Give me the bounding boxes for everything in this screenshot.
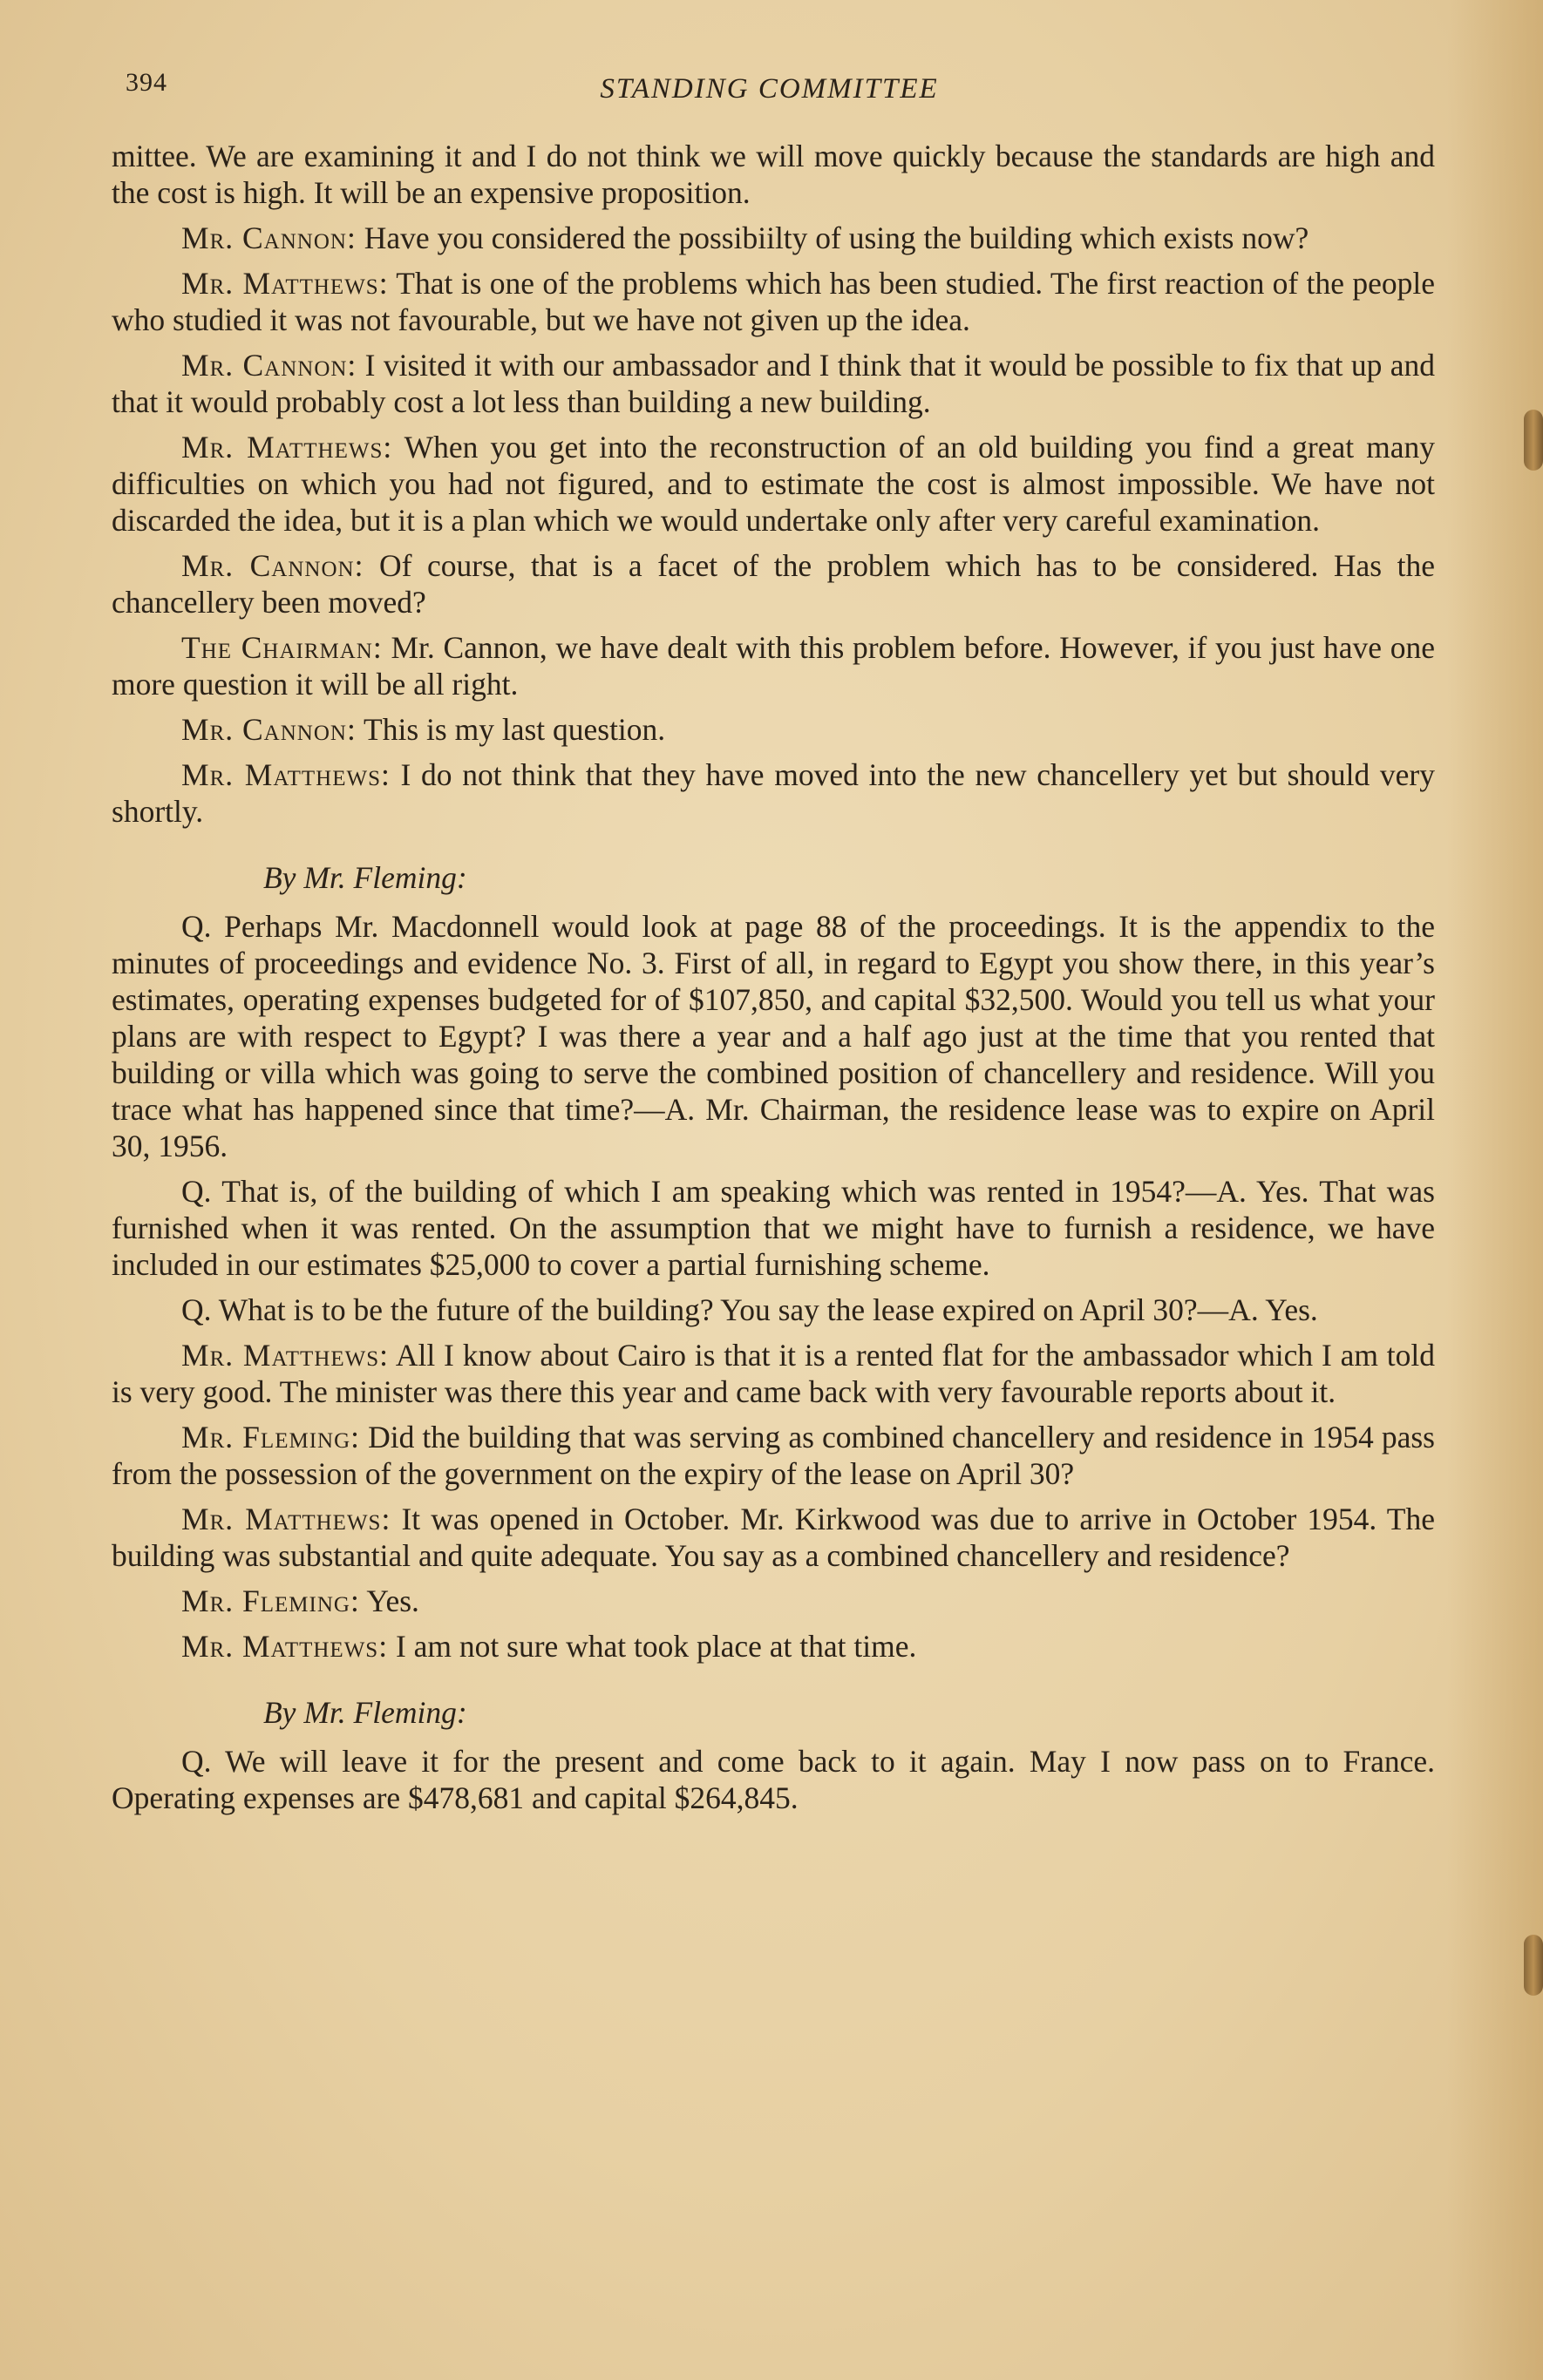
paragraph-text: I am not sure what took place at that time. — [388, 1629, 917, 1664]
speaker-name: Mr. Matthews: — [181, 1502, 391, 1536]
paragraph-text: Did the building that was serving as combined chancellery and residence in 1954 pass from the possession of the government on the expiry of the lease on April 30? — [112, 1420, 1435, 1491]
paragraph — [112, 138, 1435, 211]
paragraph-text: I visited it with our ambassador and I think that it would be possible to fix that up and that it would probably cost a lot less than building a new building. — [112, 348, 1435, 419]
page-edge-shadow — [1447, 0, 1543, 2380]
paragraph-text: It was opened in October. Mr. Kirkwood was due to arrive in October 1954. The building was substantial and quite adequate. You say as a combined chancellery and residence? — [112, 1502, 1435, 1573]
paragraph — [112, 1583, 1435, 1619]
speaker-name: Mr. Cannon: — [181, 712, 357, 747]
speaker-name: Mr. Matthews: — [181, 430, 393, 464]
examiner-byline: By Mr. Fleming: — [263, 1695, 467, 1730]
paragraph — [112, 711, 1435, 748]
paragraph — [112, 908, 1435, 1164]
paragraph-text: Of course, that is a facet of the problem which has to be considered. Has the chancellery been moved? — [112, 548, 1435, 620]
paragraph-text: All I know about Cairo is that it is a rented flat for the ambassador which I am told is very good. The minister was there this year and came back with very favourable reports about it. — [112, 1338, 1435, 1409]
paragraph — [112, 1173, 1435, 1283]
speaker-name: Mr. Matthews: — [181, 266, 389, 301]
paragraph-text: Yes. — [359, 1583, 419, 1618]
paragraph — [112, 629, 1435, 702]
paragraph — [112, 265, 1435, 338]
paragraph — [112, 1743, 1435, 1816]
paragraph — [112, 220, 1435, 256]
paragraph-text: Mr. Cannon, we have dealt with this problem before. However, if you just have one more question it will be all right. — [112, 630, 1435, 702]
speaker-name: Mr. Cannon: — [181, 348, 357, 383]
paragraph — [112, 429, 1435, 539]
paragraph-text: Q. We will leave it for the present and come back to it again. May I now pass on to France. Operating expenses are $478,681 and capital $264,845. — [112, 1744, 1435, 1815]
speaker-name: Mr. Matthews: — [181, 757, 391, 792]
paragraph-text: mittee. We are examining it and I do not think we will move quickly because the standards are high and the cost is high. It will be an expensive proposition. — [112, 139, 1435, 210]
paragraph — [112, 1292, 1435, 1328]
paragraph-text: Q. What is to be the future of the building? You say the lease expired on April 30?—A. Yes. — [181, 1292, 1318, 1327]
paragraph-text: Have you considered the possibiilty of using the building which exists now? — [356, 220, 1309, 255]
speaker-name: Mr. Fleming: — [181, 1583, 360, 1618]
speaker-name: The Chairman: — [181, 630, 383, 665]
paragraph-text: That is one of the problems which has been studied. The first reaction of the people who studied it was not favourable, but we have not given up the idea. — [112, 266, 1435, 337]
binding-clip — [1524, 410, 1543, 471]
paragraph-text: Q. Perhaps Mr. Macdonnell would look at page 88 of the proceedings. It is the appendix to the minutes of proceedings and evidence No. 3. First of all, in regard to Egypt you show there, in this year’s estimates, operating expenses budgeted for of $107,850, and capital $32,500. Would you tell us what your plans are with respect to Egypt? I was there a year and a half ago just at the time that you rented that building or villa which was going to serve the combined position of chancellery and residence. Will you trace what has happened since that time?—A. Mr. Chairman, the residence lease was to expire on April 30, 1956. — [112, 909, 1435, 1163]
paragraph-text: This is my last question. — [356, 712, 666, 747]
speaker-name: Mr. Matthews: — [181, 1629, 389, 1664]
speaker-name: Mr. Matthews: — [181, 1338, 390, 1373]
running-title: STANDING COMMITTEE — [600, 73, 939, 105]
paragraph-text: When you get into the reconstruction of an old building you find a great many difficulties on which you had not figured, and to estimate the cost is almost impossible. We have not discarded the idea, but it is a plan which we would undertake only after very careful examination. — [112, 430, 1435, 538]
page-number: 394 — [126, 68, 167, 97]
paragraph-text: I do not think that they have moved into the new chancellery yet but should very shortly. — [112, 757, 1435, 829]
paragraph — [112, 547, 1435, 620]
paragraph — [112, 1337, 1435, 1410]
paragraph — [112, 756, 1435, 830]
binding-clip — [1524, 1935, 1543, 1996]
examiner-byline: By Mr. Fleming: — [263, 860, 467, 895]
speaker-name: Mr. Cannon: — [181, 548, 364, 583]
page-header — [122, 68, 1417, 112]
paragraph — [112, 1501, 1435, 1574]
paragraph-text: Q. That is, of the building of which I am speaking which was rented in 1954?—A. Yes. That was furnished when it was rented. On the assumption that we might have to furnish a residence, we have included in our estimates $25,000 to cover a partial furnishing scheme. — [112, 1174, 1435, 1282]
speaker-name: Mr. Cannon: — [181, 220, 357, 255]
paragraph — [112, 347, 1435, 420]
paragraph — [112, 1628, 1435, 1665]
page-body — [112, 138, 1435, 1825]
speaker-name: Mr. Fleming: — [181, 1420, 360, 1454]
paragraph — [112, 1419, 1435, 1492]
